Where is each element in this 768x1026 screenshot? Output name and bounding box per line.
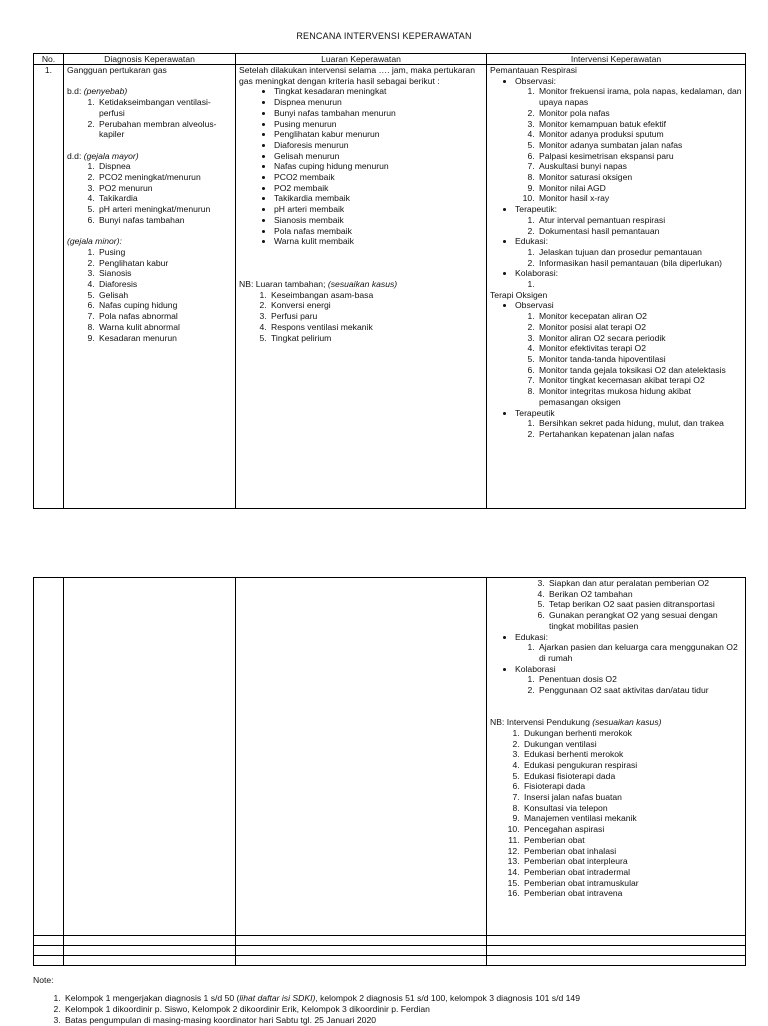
list-item: • Bunyi nafas tambahan menurun	[274, 108, 483, 119]
list-item: 11. Pemberian obat	[522, 835, 742, 846]
empty-cell	[34, 578, 64, 936]
list-item: 6. Fisioterapi dada	[522, 781, 742, 792]
list-item: 13. Pemberian obat interpleura	[522, 856, 742, 867]
list-item: 2. Penglihatan kabur	[97, 258, 232, 269]
list-item: 4. Diaforesis	[97, 279, 232, 290]
list-item: 1. Monitor frekuensi irama, pola napas, kedalaman, dan upaya napas	[537, 86, 742, 107]
list-item: 6. Palpasi kesimetrisan ekspansi paru	[537, 151, 742, 162]
list-item: 3. Edukasi berhenti merokok	[522, 749, 742, 760]
list-item: 2. Dokumentasi hasil pemantauan	[537, 226, 742, 237]
list-item: 1. Keseimbangan asam-basa	[269, 290, 483, 301]
list-item: 5. Tingkat pelirium	[269, 333, 483, 344]
luaran-cell	[236, 65, 487, 509]
list-item: 9. Monitor nilai AGD	[537, 183, 742, 194]
list-item: 10. Monitor hasil x-ray	[537, 193, 742, 204]
oksigen-sections	[490, 300, 742, 439]
list-item: 2. Penggunaan O2 saat aktivitas dan/atau tidur	[537, 685, 742, 696]
list-item: 9. Kesadaran menurun	[97, 333, 232, 344]
empty-row	[34, 956, 746, 966]
list-item: 5. Edukasi fisioterapi dada	[522, 771, 742, 782]
terapeutik-continued-list	[490, 578, 742, 632]
list-item: 1. Jelaskan tujuan dan prosedur pemantauan	[537, 247, 742, 258]
list-item: 5. Gelisah	[97, 290, 232, 301]
luaran-intro: Setelah dilakukan intervensi selama …. jam, maka pertukaran gas meningkat dengan kriteria hasil sebagai berikut :	[239, 65, 475, 86]
list-item: 1. Dispnea	[97, 161, 232, 172]
empty-row	[34, 936, 746, 946]
section-ok-edukasi: • Edukasi: 1. Ajarkan pasien dan keluarga cara menggunakan O2 di rumah	[515, 632, 742, 664]
terapi-oksigen-title: Terapi Oksigen	[490, 289, 548, 300]
list-item: 3. Perfusi paru	[269, 311, 483, 322]
list-item: • Warna kulit membaik	[274, 236, 483, 247]
list-item: • Takikardia membaik	[274, 193, 483, 204]
notes-list	[33, 993, 768, 1026]
header-intervensi: Intervensi Keperawatan	[487, 54, 746, 65]
list-item: • Nafas cuping hidung menurun	[274, 161, 483, 172]
list-item: 5. Tetap berikan O2 saat pasien ditransportasi	[547, 599, 742, 610]
list-item: 2. Pertahankan kepatenan jalan nafas	[537, 429, 742, 440]
intervention-table-page1	[33, 53, 746, 509]
list-item: 1. Ketidakseimbangan ventilasi-perfusi	[97, 97, 232, 118]
empty-cell	[64, 578, 236, 936]
list-item: • Gelisah menurun	[274, 151, 483, 162]
pemantauan-sections	[490, 76, 742, 290]
list-item: 4. Respons ventilasi mekanik	[269, 322, 483, 333]
pemantauan-title: Pemantauan Respirasi	[490, 65, 577, 75]
luaran-criteria-list	[239, 86, 483, 247]
ok-observasi-list	[515, 311, 742, 407]
bd-list	[67, 97, 232, 140]
note-item: 2. Kelompok 1 dikoordinir p. Siswo, Kelompok 2 dikoordinir Erik, Kelompok 3 dikoordinir p. Ferdian	[63, 1004, 768, 1015]
bd-heading: b.d: (penyebab)	[67, 86, 128, 97]
minor-heading: (gejala minor):	[67, 236, 122, 247]
list-item: 3. PO2 menurun	[97, 183, 232, 194]
list-item: • Dispnea menurun	[274, 97, 483, 108]
page2-sections	[490, 632, 742, 696]
list-item: 7. Pola nafas abnormal	[97, 311, 232, 322]
list-item: 1. Bersihkan sekret pada hidung, mulut, dan trakea	[537, 418, 742, 429]
list-item: 9. Manajemen ventilasi mekanik	[522, 813, 742, 824]
minor-list	[67, 247, 232, 343]
section-ok-terapeutik: • Terapeutik 1. Bersihkan sekret pada hidung, mulut, dan trakea 2. Pertahankan kepatenan jalan nafas	[515, 408, 742, 440]
list-item	[537, 279, 742, 290]
list-item: 1. Atur interval pemantuan respirasi	[537, 215, 742, 226]
list-item: 3. Monitor aliran O2 secara periodik	[537, 333, 742, 344]
list-item: 4. Takikardia	[97, 193, 232, 204]
list-item: 4. Edukasi pengukuran respirasi	[522, 760, 742, 771]
diagnosis-cell	[64, 65, 236, 509]
list-item: 6. Nafas cuping hidung	[97, 300, 232, 311]
empty-row	[34, 946, 746, 956]
list-item: 1. Pusing	[97, 247, 232, 258]
list-item: 4. Monitor efektivitas terapi O2	[537, 343, 742, 354]
terapeutik-list	[515, 215, 742, 236]
list-item: 2. PCO2 meningkat/menurun	[97, 172, 232, 183]
diagnosis-name: Gangguan pertukaran gas	[67, 65, 167, 75]
observasi-list	[515, 86, 742, 204]
row-number: 1.	[34, 65, 64, 509]
table-row	[34, 65, 746, 509]
list-item: 4. Berikan O2 tambahan	[547, 589, 742, 600]
list-item: • Sianosis membaik	[274, 215, 483, 226]
list-item: • PCO2 membaik	[274, 172, 483, 183]
list-item: 5. Monitor tanda-tanda hipoventilasi	[537, 354, 742, 365]
list-item: 7. Insersi jalan nafas buatan	[522, 792, 742, 803]
list-item: • Diaforesis menurun	[274, 140, 483, 151]
note-item: 3. Batas pengumpulan di masing-masing koordinator hari Sabtu tgl. 25 Januari 2020	[63, 1015, 768, 1026]
list-item: 2. Monitor posisi alat terapi O2	[537, 322, 742, 333]
list-item: 2. Konversi energi	[269, 300, 483, 311]
list-item: 4. Monitor adanya produksi sputum	[537, 129, 742, 140]
list-item: 1. Monitor kecepatan aliran O2	[537, 311, 742, 322]
dd-list	[67, 161, 232, 225]
edukasi-list	[515, 247, 742, 268]
list-item: 7. Monitor tingkat kecemasan akibat terapi O2	[537, 375, 742, 386]
list-item: 8. Warna kulit abnormal	[97, 322, 232, 333]
pendukung-heading: NB: Intervensi Pendukung (sesuaikan kasus)	[490, 717, 662, 728]
list-item: 15. Pemberian obat intramuskular	[522, 878, 742, 889]
list-item: 3. Monitor kemampuan batuk efektif	[537, 119, 742, 130]
note-label: Note:	[33, 975, 54, 985]
header-no: No.	[34, 54, 64, 65]
section-terapeutik: • Terapeutik: 1. Atur interval pemantuan respirasi 2. Dokumentasi hasil pemantauan	[515, 204, 742, 236]
list-item: 3. Sianosis	[97, 268, 232, 279]
list-item: 8. Monitor saturasi oksigen	[537, 172, 742, 183]
list-item: 2. Perubahan membran alveolus-kapiler	[97, 119, 232, 140]
ok-terapeutik-list	[515, 418, 742, 439]
list-item: 1. Penentuan dosis O2	[537, 674, 742, 685]
list-item: 7. Auskultasi bunyi napas	[537, 161, 742, 172]
list-item: • PO2 membaik	[274, 183, 483, 194]
luaran-nb-list	[239, 290, 483, 344]
list-item: • Tingkat kesadaran meningkat	[274, 86, 483, 97]
list-item: 16. Pemberian obat intravena	[522, 888, 742, 899]
list-item: 6. Gunakan perangkat O2 yang sesuai dengan tingkat mobilitas pasien	[547, 610, 742, 631]
list-item: 5. pH arteri meningkat/menurun	[97, 204, 232, 215]
intervensi-cell-continued	[487, 578, 746, 936]
list-item: 1. Ajarkan pasien dan keluarga cara menggunakan O2 di rumah	[537, 642, 742, 663]
list-item: • Pola nafas membaik	[274, 226, 483, 237]
ok-kolaborasi-list	[515, 674, 742, 695]
ok-edukasi-list	[515, 642, 742, 663]
list-item: 5. Monitor adanya sumbatan jalan nafas	[537, 140, 742, 151]
intervention-table-page2	[33, 577, 746, 966]
list-item: 12. Pemberian obat inhalasi	[522, 846, 742, 857]
document-title: RENCANA INTERVENSI KEPERAWATAN	[296, 31, 472, 41]
intervensi-cell	[487, 65, 746, 509]
list-item: 3. Siapkan dan atur peralatan pemberian O2	[547, 578, 742, 589]
header-diagnosis: Diagnosis Keperawatan	[64, 54, 236, 65]
list-item: 2. Dukungan ventilasi	[522, 739, 742, 750]
section-edukasi: • Edukasi: 1. Jelaskan tujuan dan prosedur pemantauan 2. Informasikan hasil pemantauan (bila diperlukan)	[515, 236, 742, 268]
table-row	[34, 578, 746, 936]
luaran-nb-heading: NB: Luaran tambahan; (sesuaikan kasus)	[239, 279, 398, 290]
pendukung-list	[490, 728, 742, 899]
list-item: 2. Informasikan hasil pemantauan (bila diperlukan)	[537, 258, 742, 269]
list-item: 10. Pencegahan aspirasi	[522, 824, 742, 835]
header-luaran: Luaran Keperawatan	[236, 54, 487, 65]
list-item: 6. Monitor tanda gejala toksikasi O2 dan atelektasis	[537, 365, 742, 376]
list-item: 2. Monitor pola nafas	[537, 108, 742, 119]
section-kolaborasi: • Kolaborasi: 1.	[515, 268, 742, 289]
section-ok-kolaborasi: • Kolaborasi 1. Penentuan dosis O2 2. Penggunaan O2 saat aktivitas dan/atau tidur	[515, 664, 742, 696]
list-item: • Penglihatan kabur menurun	[274, 129, 483, 140]
list-item: 14. Pemberian obat intradermal	[522, 867, 742, 878]
list-item: • Pusing menurun	[274, 119, 483, 130]
section-observasi: • Observasi: 1. Monitor frekuensi irama, pola napas, kedalaman, dan upaya napas 2. Monitor pola nafas 3. Monitor kemampuan batuk efektif 4. Monitor adanya produksi sputum 5. Monitor adanya sumbatan jalan nafas 6. Palpasi kesimetrisan ekspansi paru 7. Auskultasi bunyi napas 8. Monitor saturasi oksigen 9. Monitor nilai AGD 10. Monitor hasil x-ray	[515, 76, 742, 204]
list-item: • pH arteri membaik	[274, 204, 483, 215]
kolaborasi-list	[515, 279, 742, 290]
list-item: 6. Bunyi nafas tambahan	[97, 215, 232, 226]
list-item: 1. Dukungan berhenti merokok	[522, 728, 742, 739]
table-header-row	[34, 54, 746, 65]
dd-heading: d.d: (gejala mayor)	[67, 150, 139, 161]
empty-cell	[236, 578, 487, 936]
list-item: 8. Monitor integritas mukosa hidung akibat pemasangan oksigen	[537, 386, 742, 407]
section-ok-observasi: • Observasi 1. Monitor kecepatan aliran O2 2. Monitor posisi alat terapi O2 3. Monitor aliran O2 secara periodik 4. Monitor efektivitas terapi O2 5. Monitor tanda-tanda hipoventilasi 6. Monitor tanda gejala toksikasi O2 dan atelektasis 7. Monitor tingkat kecemasan akibat terapi O2 8. Monitor integritas mukosa hidung akibat pemasangan oksigen	[515, 300, 742, 407]
list-item: 8. Konsultasi via telepon	[522, 803, 742, 814]
note-item: 1. Kelompok 1 mengerjakan diagnosis 1 s/d 50 (lihat daftar isi SDKI), kelompok 2 diagnosis 51 s/d 100, kelompok 3 diagnosis 101 s/d 149	[63, 993, 768, 1004]
